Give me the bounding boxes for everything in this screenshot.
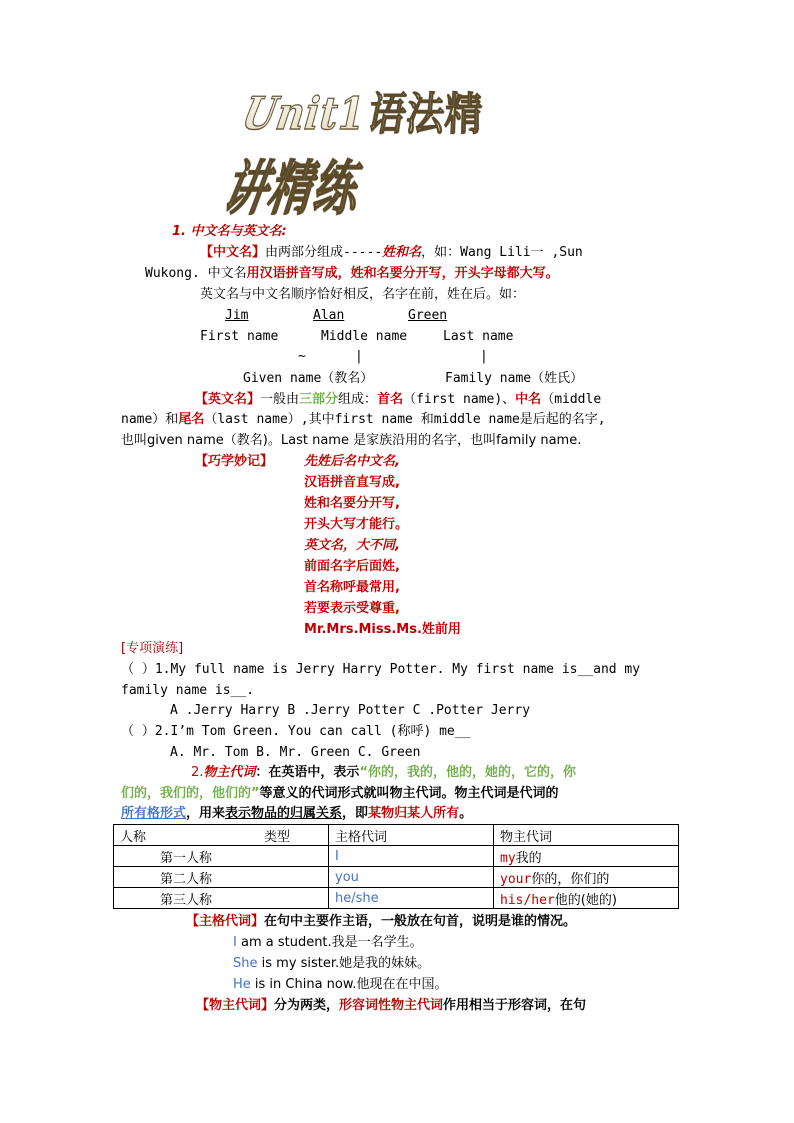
example-label-2: Middle name [321, 329, 408, 344]
en-line2-a: name）和 [121, 412, 179, 427]
en-line2-c: （last name）,其中first name 和middle name是后起的名字, [204, 412, 606, 427]
section-2-line-3 [121, 804, 472, 824]
cn-name-line2-b: 用汉语拼音写成，姓和名要分开写，开头字母都大写。 [246, 266, 559, 281]
table-row [114, 867, 679, 888]
header-possessive: 物主代词 [494, 825, 679, 846]
table-row [114, 846, 679, 867]
tip-line-6: 前面名字后面姓, [304, 559, 400, 574]
intro3-d: ，即 [342, 806, 369, 821]
intro2-a: 们的，我们的，他们的” [121, 786, 260, 801]
row-2-person: 第二人称 [114, 867, 329, 888]
subject-pronoun-line [186, 912, 576, 932]
tip-line-3: 姓和名要分开写, [304, 496, 400, 511]
drill-heading: [专项演练] [121, 641, 184, 656]
en-name-line-2 [121, 410, 606, 430]
tip-line-9: Mr.Mrs.Miss.Ms.姓前用 [304, 622, 461, 637]
intro-a: ：在英语中，表示 [255, 765, 360, 780]
example-label-3: Last name [443, 329, 514, 344]
example-3 [233, 975, 447, 995]
given-name-label: Given name（教名） [243, 371, 374, 386]
subject-pronoun-tag: 【主格代词】 [186, 914, 265, 929]
intro2-b: 等意义的代词形式就叫物主代词。物主代词是代词的 [259, 786, 559, 801]
cn-name-tag: 【中文名】 [200, 245, 266, 260]
cn-name-line2-a: Wukong. 中文名 [145, 266, 247, 281]
row-1-poss-word: my [500, 850, 516, 866]
question-2-options: A. Mr. Tom B. Mr. Green C. Green [170, 745, 421, 760]
en-line1-b: 三部分 [299, 392, 339, 407]
en-line2-b: 尾名 [178, 412, 205, 427]
possessive-c: 作用相当于形容词，在句 [443, 998, 587, 1013]
order-rule: 英文名与中文名顺序恰好相反，名字在前，姓在后。如： [200, 287, 526, 302]
row-1-poss-cn: 我的 [515, 850, 542, 866]
subject-pronoun-text: 在句中主要作主语，一般放在句首，说明是谁的情况。 [264, 914, 577, 929]
section-2-num: 2. [191, 765, 204, 780]
example-name-1: Jim [225, 308, 249, 323]
en-line1-d: 首名 [377, 392, 404, 407]
tip-line-4: 开头大写才能行。 [304, 517, 409, 532]
possessive-a: 分为两类， [274, 998, 340, 1013]
example-label-1: First name [200, 329, 279, 344]
page-title: Unit1语法精讲精练 [215, 80, 525, 228]
possessive-pronoun-tag: 【物主代词】 [196, 998, 275, 1013]
title-wordart [215, 87, 525, 224]
cn-name-line-1 [200, 243, 583, 263]
row-2-possessive [494, 867, 679, 888]
intro3-f: 。 [459, 806, 473, 821]
en-name-tag: 【英文名】 [195, 392, 261, 407]
en-line1-f: 中名 [515, 392, 542, 407]
intro3-a: 所有格形式 [121, 806, 187, 821]
row-3-poss-word: his/her [500, 892, 555, 908]
possessive-b: 形容词性物主代词 [339, 998, 444, 1013]
header-person: 人称 [120, 829, 147, 845]
cn-name-text-a: 由两部分组成----- [265, 245, 383, 260]
section-2-line-2 [121, 784, 559, 804]
en-line1-e: （first name)、 [403, 392, 516, 407]
header-type: 类型 [264, 829, 291, 845]
row-2-poss-word: your [500, 871, 532, 887]
cn-name-line-2 [145, 264, 559, 284]
example-1-rest: am a student.我是一名学生。 [236, 935, 423, 950]
example-mark-3: | [480, 349, 488, 364]
row-2-poss-cn: 你的，你们的 [531, 871, 610, 887]
tip-line-1: 先姓后名中文名, [304, 454, 400, 469]
row-3-subject: he/she [329, 888, 494, 909]
row-3-person: 第三人称 [114, 888, 329, 909]
row-3-possessive [494, 888, 679, 909]
section-2-name: 物主代词 [203, 765, 256, 780]
en-name-line-3: 也叫given name（教名)。Last name 是家族沿用的名字，也叫family name. [121, 433, 582, 448]
example-2 [233, 954, 430, 974]
section-1-heading: 1. 中文名与英文名: [172, 224, 287, 239]
example-name-3: Green [408, 308, 448, 323]
tip-line-2: 汉语拼音直写成, [304, 475, 400, 490]
en-line1-c: 组成： [338, 392, 378, 407]
example-3-word: He [233, 977, 251, 992]
tip-line-5: 英文名，大不同, [304, 538, 400, 553]
example-2-word: She [233, 956, 258, 971]
family-name-label: Family name（姓氏） [445, 371, 584, 386]
row-1-subject: I [329, 846, 494, 867]
section-2-line-1 [191, 763, 576, 783]
example-mark-1: ~ [298, 349, 306, 364]
example-1-word: I [233, 935, 237, 950]
question-2: （ ）2.I’m Tom Green. You can call (称呼) me__ [121, 724, 471, 739]
intro3-b: ，用来 [186, 806, 226, 821]
header-subject: 主格代词 [329, 825, 494, 846]
question-1-options: A .Jerry Harry B .Jerry Potter C .Potter Jerry [170, 703, 531, 718]
table-header-row [114, 825, 679, 846]
row-3-poss-cn: 他的(她的) [554, 892, 617, 908]
possessive-pronoun-line [196, 996, 586, 1016]
intro-b: “你的，我的，他的，她的，它的，你 [359, 765, 576, 780]
intro3-c: 表示物品的归属关系 [225, 806, 343, 821]
tip-line-8: 若要表示受尊重, [304, 601, 400, 616]
row-2-subject: you [329, 867, 494, 888]
header-person-type [114, 825, 329, 846]
row-1-person: 第一人称 [114, 846, 329, 867]
cn-name-text-c: ，如：Wang Lili一 ,Sun [421, 245, 583, 260]
tip-tag: 【巧学妙记】 [195, 454, 274, 469]
question-1-line-2: family name is__. [121, 683, 255, 698]
tip-line-7: 首名称呼最常用, [304, 580, 400, 595]
cn-name-text-b: 姓和名 [382, 245, 422, 260]
en-line1-a: 一般由 [260, 392, 300, 407]
example-2-rest: is my sister.她是我的妹妹。 [257, 956, 431, 971]
table-row [114, 888, 679, 909]
en-line1-g: （middle [541, 392, 602, 407]
example-1 [233, 933, 423, 953]
row-1-possessive [494, 846, 679, 867]
en-name-line-1 [195, 390, 601, 410]
question-1-line-1: （ ）1.My full name is Jerry Harry Potter. My first name is__and my [121, 662, 641, 677]
example-3-rest: is in China now.他现在在中国。 [250, 977, 448, 992]
example-name-2: Alan [313, 308, 345, 323]
pronoun-table [113, 824, 679, 909]
intro3-e: 某物归某人所有 [368, 806, 460, 821]
example-mark-2: | [355, 349, 363, 364]
